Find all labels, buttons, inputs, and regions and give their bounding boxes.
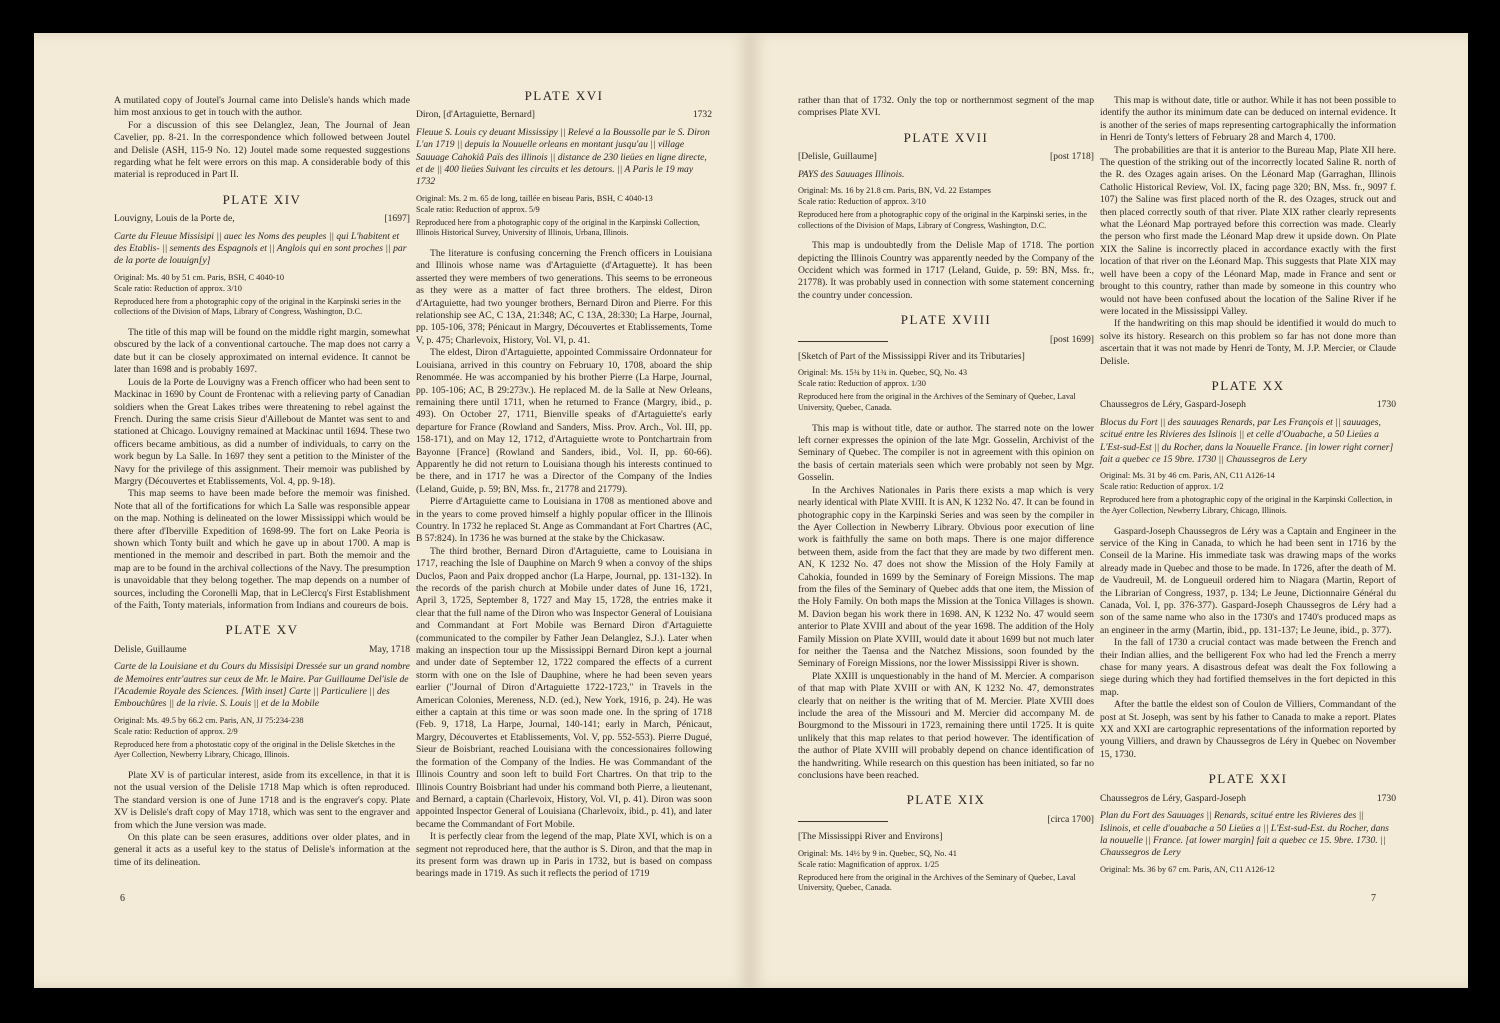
body-paragraph: If the handwriting on this map should be identified it would do much to solve its history. Research on this problem so far has not done more than ascertain that it was not made by Henri de Tonty, M. J.P. Mercier, or Claude Delisle. xyxy=(1100,318,1396,367)
plate-author: Chaussegros de Léry, Gaspard-Joseph xyxy=(1100,792,1246,804)
plate-heading: PLATE XIV xyxy=(222,191,302,207)
right-column-2 xyxy=(1100,95,1396,875)
body-paragraph: The third brother, Bernard Diron d'Artaguiette, came to Louisiana in 1717, reaching the Isle of Dauphine on March 9 when a convoy of the ships Duclos, Paon and Paix dropped anchor (La Harpe, Journal, pp. 131-132). In the records of the parish church at Mobile under dates of June 16, 1721, April 3, 1725, September 8, 1727 and May 15, 1728, the entries make it clear that the full name of the Diron who was Inspector General of Louisiana and Commandant at Fort Mobile was Bernard Diron d'Artaguiette (communicated to the compiler by Father Jean Delanglez, S.J.). Later when making an inspection tour up the Mississippi Bernard Diron kept a journal and under date of September 12, 1722 compared the effects of a current storm with one on the Isle of Dauphine, where he had been seven years earlier ("Journal of Diron d'Artaguiette 1722-1723," in Travels in the American Colonies, Mereness, N.D. (ed.), New York, 1916, p. 24). He was either a captain at this time or was soon made one. In the spring of 1718 (Feb. 9, 1718, La Harpe, Journal, 140-141; early in March, Pénicaut, Margry, Découvertes et Etablissements, Vol. V, pp. 552-553). Pierre Dugué, Sieur de Boisbriant, reached Louisiana with the concessionaires following the formation of the Company of the Indies. He was Commandant of the Illinois Country and soon left to build Fort Chartres. On that trip to the Illinois Country Boisbriant had under his command both Pierre, a lieutenant, and Bernard, a captain (Charlevoix, History, Vol. VI, p. 41). Diron was soon appointed Inspector General of Louisiana (Charlevoix, ibid., p. 41), and later became the Commandant of Fort Mobile. xyxy=(416,545,712,830)
left-column-1 xyxy=(114,95,410,869)
plate-author-line xyxy=(798,814,1094,826)
body-paragraph: The literature is confusing concerning the French officers in Louisiana and Illinois whose name was d'Artaguiette (d'Artaguette). It has been asserted they were members of two generations. This seems to be erroneous as they were as a matter of fact three brothers. The eldest, Diron d'Artaguiette, had two younger brothers, Bernard Diron and Pierre. For this relationship see AC, C 13A, 21:348; AC, C 13A, 28:330; La Harpe, Journal, pp. 105-106, 378; Pénicaut in Margry, Découvertes et Etablissements, Tome V, p. 475; Charlevoix, History, Vol. VI, p. 41. xyxy=(416,248,712,346)
plate-heading: PLATE XIX xyxy=(906,792,986,808)
scale-info: Scale ratio: Reduction of approx. 3/10 xyxy=(798,197,926,207)
reproduction-note: Reproduced here from the original in the Archives of the Seminary of Quebec, Laval University, Quebec, Canada. xyxy=(798,872,1076,893)
reproduction-note: Reproduced here from a photostatic copy of the original in the Delisle Sketches in the Ayer Collection, Newberry Library, Chicago, Illinois. xyxy=(114,739,396,760)
plate-heading: PLATE XXI xyxy=(1208,771,1288,787)
plate-date: 1732 xyxy=(692,109,712,121)
original-info: Original: Ms. 16 by 21.8 cm. Paris, BN, Vd. 22 Estampes xyxy=(798,186,991,196)
scale-info: Scale ratio: Reduction of approx. 5/9 xyxy=(416,204,540,214)
original-info: Original: Ms. 49.5 by 66.2 cm. Paris, AN, JJ 75:234-238 xyxy=(114,715,304,725)
body-paragraph: On this plate can be seen erasures, additions over older plates, and in general it acts as a useful key to the status of Delisle's information at the time of its delineation. xyxy=(114,832,410,868)
plate-date: [1697] xyxy=(384,213,410,225)
plate-author: Diron, [d'Artaguiette, Bernard] xyxy=(416,109,535,121)
original-info: Original: Ms. 36 by 67 cm. Paris, AN, C11 A126-12 xyxy=(1100,864,1275,874)
body-paragraph: After the battle the eldest son of Coulon de Villiers, Commandant of the post at St. Joseph, was sent by his father to Canada to make a report. Plates XX and XXI are cartographic representations of the information reported by young Villiers, and drawn by Chaussegros de Léry in Quebec on November 15, 1730. xyxy=(1100,699,1396,760)
author-blank-rule xyxy=(798,814,888,822)
body-paragraph: It is perfectly clear from the legend of the map, Plate XVI, which is on a segment not reproduced here, that the author is S. Diron, and that the map in its present form was drawn up in Paris in 1732, but is based on compass bearings made in 1719. As such it reflects the period of 1719 xyxy=(416,831,712,880)
author-blank-rule xyxy=(798,334,888,342)
plate-author: [Delisle, Guillaume] xyxy=(798,151,877,163)
original-info: Original: Ms. 14½ by 9 in. Quebec, SQ, No. 41 xyxy=(798,848,957,858)
plate-author-line xyxy=(1100,399,1396,411)
plate-author-line xyxy=(416,109,712,121)
body-paragraph: In the fall of 1730 a crucial contact was made between the French and their Indian allies, and the belligerent Fox who had led the French a merry chase for many years. A disastrous defeat was dealt the Fox following a siege during which they had fortified themselves in the fort depicted in this map. xyxy=(1100,637,1396,698)
scale-info: Scale ratio: Reduction of approx. 1/2 xyxy=(1100,482,1224,492)
map-title: Blocus du Fort || des sauuages Renards, par Les François et || sauuages, scitué entre les Rivieres des Islinois || et celle d'Ouabache, a 50 Lieües a L'Est-sud-Est || du Rocher, dans la Nouuelle France. [in lower right corner] fait a quebec ce 15 9bre. 1730 || Chaussegros de Lery xyxy=(1100,416,1394,465)
left-page xyxy=(34,33,750,988)
scale-info: Scale ratio: Reduction of approx. 3/10 xyxy=(114,283,242,293)
body-paragraph: The probabilities are that it is anterior to the Bureau Map, Plate XII here. The question of the striking out of the incorrectly located Saline R. north of the R. des Ozages again arises. On the Léonard Map (Garraghan, Illinois Catholic Historical Review, Vol. IX, facing page 320; BN, Mss. fr., 9097 f. 107) the Saline was first placed north of the R. des Ozages, struck out and then placed correctly south of that river. Plate XIX rather clearly represents what the Léonard Map portrayed before this correction was made. Clearly the person who first made the Léonard Map drew it upside down. On Plate XIX the Saline is incorrectly placed in accordance exactly with the first location of that river on the Léonard Map. This suggests that Plate XIX may well have been a copy of the Léonard Map, made in France and sent or brought to this country, rather than made by someone in this country who would not have been confused about the location of the Saline River if he were located in the Mississippi Valley. xyxy=(1100,144,1396,317)
map-title: Carte du Fleuue Missisipi || auec les Noms des peuples || qui L'habitent et des Etablis- || sements des Espagnols et || Anglois qui en sont proches || par de la porte de louuign[y] xyxy=(114,230,407,267)
scale-info: Scale ratio: Reduction of approx. 1/30 xyxy=(798,379,926,389)
intro-paragraph: For a discussion of this see Delanglez, Jean, The Journal of Jean Cavelier, pp. 8-21. In the correspondence which followed between Joutel and Delisle (ASH, 115-9 No. 12) Joutel made some requested suggestions regarding what he felt were errors on this map. A considerable body of this material is reproduced in Part II. xyxy=(114,119,410,181)
body-paragraph: This map seems to have been made before the memoir was finished. Note that all of the fortifications for which La Salle was responsible appear on the map. Nothing is delineated on the lower Mississippi which would be there after d'Iberville Expedition of 1698-99. The fort on Lake Peoria is shown which Tonty built and which he gave up in about 1700. A map is mentioned in the memoir and described in part. Both the memoir and the map are to be found in the archival collections of the Navy. The presumption is unavoidable that they belong together. The map depends on a number of sources, including the Coronelli Map, that in LeClercq's First Establishment of the Faith, Tonty materials, information from Indians and coureurs de bois. xyxy=(114,488,410,611)
plate-author-line xyxy=(114,644,410,656)
map-title: PAYS des Sauuages Illinois. xyxy=(798,168,905,180)
original-info: Original: Ms. 15¾ by 11¾ in. Quebec, SQ, No. 43 xyxy=(798,368,968,378)
body-paragraph: Plate XXIII is unquestionably in the hand of M. Mercier. A comparison of that map with Plate XVIII or with AN, K 1232 No. 47, demonstrates clearly that on neither is the writing that of M. Mercier. Plate XVIII does include the area of the Missouri and M. Mercier did accompany M. de Bourgmond to the Missouri in 1723, remaining there until 1725. It is quite unlikely that this map relates to that period however. The identification of the author of Plate XVIII will probably depend on chance identification of the handwriting. While research on this question has been initiated, so far no conclusions have been reached. xyxy=(798,670,1094,782)
plate-date: May, 1718 xyxy=(369,643,410,655)
plate-author-line xyxy=(798,151,1094,163)
map-title: [The Mississippi River and Environs] xyxy=(798,831,943,843)
plate-date: [circa 1700] xyxy=(1047,813,1094,825)
body-paragraph: Louis de la Porte de Louvigny was a French officer who had been sent to Mackinac in 1690 by Count de Frontenac with a relieving party of Canadian soldiers when the Great Lakes tribes were threatening to rebel against the French. During the same crisis Sieur d'Aillebout de Mantet was sent to and stationed at Chicago. Louvigny remained at Mackinac until 1694. These two officers became ambitious, as did a number of individuals, to carry on the work begun by La Salle. In 1697 they sent a petition to the Minister of the Navy for the privilege of this assignment. Their memoir was published by Margry (Découvertes et Etablissements, Vol. 4, pp. 9-18). xyxy=(114,376,410,487)
map-title: Carte de la Louisiane et du Cours du Missisipi Dressée sur un grand nombre de Memoires entr'autres sur ceux de Mr. le Maire. Par Guillaume Del'isle de l'Academie Royale des Sciences. [With inset] Carte || Particuliere || des Embouchûres || de la rivie. S. Louis || et de la Mobile xyxy=(114,661,410,710)
continuation-paragraph: rather than that of 1732. Only the top or northernmost segment of the map comprises Plate XVI. xyxy=(798,95,1094,119)
map-title: Plan du Fort des Sauuages || Renards, scitué entre les Rivieres des || Islinois, et celle d'ouabache a 50 Lieües a || L'Est-sud-Est. du Rocher, dans la nouuelle || France. [at lower margin] fait a quebec ce 15. 9bre. 1730. || Chaussegros de Lery xyxy=(1100,810,1389,859)
body-paragraph: Plate XV is of particular interest, aside from its excellence, in that it is not the usual version of the Delisle 1718 Map which is often reproduced. The standard version is one of June 1718 and is the engraver's copy. Plate XV is Delisle's draft copy of May 1718, which was sent to the engraver and from which the June version was made. xyxy=(114,770,410,831)
original-info: Original: Ms. 31 by 46 cm. Paris, AN, C11 A126-14 xyxy=(1100,471,1275,481)
plate-author-line xyxy=(1100,793,1396,805)
page-number: 6 xyxy=(120,893,125,904)
body-paragraph: The title of this map will be found on the middle right margin, somewhat obscured by the lack of a conventional cartouche. The map does not carry a date but it can be closely approximated on internal evidence. It cannot be later than 1698 and is probably 1697. xyxy=(114,327,410,376)
plate-heading: PLATE XVI xyxy=(524,90,604,103)
plate-author: Louvigny, Louis de la Porte de, xyxy=(114,213,235,225)
map-title: Fleuue S. Louis cy deuant Mississipy || Relevé a la Boussolle par le S. Diron L'an 1719 || depuis la Nouuelle orleans en montant jusqu'au || village Sauuage Cahokiâ Païs des illinois || distance de 230 lieües en ligne directe, et de || 400 lieües Suivant les circuits et les detours. || A Paris le 19 may 1732 xyxy=(416,126,710,188)
plate-author: Delisle, Guillaume xyxy=(114,643,187,655)
body-paragraph: In the Archives Nationales in Paris there exists a map which is very nearly identical with Plate XVIII. It is AN, K 1232 No. 47. It can be found in photographic copy in the Karpinski Series and was seen by the compiler in the Ayer Collection in Newberry Library. Obvious poor execution of line work is faithfully the same on both maps. There is one major difference between them, aside from the fact that they are made by two different men. AN, K 1232 No. 47 does not show the Mission of the Holy Family at Cahokia, founded in 1699 by the Seminary of Foreign Missions. The map from the files of the Seminary of Quebec adds that one item, the Mission of the Holy Family. On both maps the Mission at the Tonica Villages is shown. M. Davion began his work there in 1698. AN, K 1232 No. 47 would seem anterior to Plate XVIII and about of the year 1698. The addition of the Holy Family Mission on Plate XVIII, would date it about 1699 but not much later for neither the Taensa and the Natchez Missions, soon founded by the Seminary of Foreign Missions, nor the lower Mississippi River is shown. xyxy=(798,484,1094,670)
reproduction-note: Reproduced here from a photographic copy of the original in the Karpinski series, in the collections of the Division of Maps, Library of Congress, Washington, D.C. xyxy=(798,210,1087,230)
plate-author: Chaussegros de Léry, Gaspard-Joseph xyxy=(1100,399,1246,411)
right-column-1 xyxy=(798,95,1094,903)
left-column-2 xyxy=(416,90,712,881)
plate-heading: PLATE XV xyxy=(225,622,299,638)
plate-date: 1730 xyxy=(1376,399,1396,411)
scale-info: Scale ratio: Reduction of approx. 2/9 xyxy=(114,726,238,736)
plate-heading: PLATE XX xyxy=(1211,377,1285,393)
plate-date: [post 1699] xyxy=(1050,333,1094,345)
plate-date: [post 1718] xyxy=(1050,151,1094,163)
scale-info: Scale ratio: Magnification of approx. 1/25 xyxy=(798,859,939,869)
reproduction-note: Reproduced here from a photographic copy of the original in the Karpinski Collection, in the Ayer Collection, Newberry Library, Chicago, Illinois. xyxy=(1100,495,1393,515)
body-paragraph: This map is without title, date or author. The starred note on the lower left corner expresses the opinion of the late Mgr. Gosselin, Archivist of the Seminary of Quebec. The compiler is not in agreement with this opinion on the basis of certain materials seen which were probably not seen by Mgr. Gosselin. xyxy=(798,422,1094,484)
page-number: 7 xyxy=(1371,893,1376,904)
original-info: Original: Ms. 40 by 51 cm. Paris, BSH, C 4040-10 xyxy=(114,272,285,282)
reproduction-note: Reproduced here from the original in the Archives of the Seminary of Quebec, Laval University, Quebec, Canada. xyxy=(798,392,1076,413)
right-page xyxy=(750,33,1468,988)
map-title: [Sketch of Part of the Mississippi River and its Tributaries] xyxy=(798,351,1025,363)
body-paragraph: This map is without date, title or author. While it has not been possible to identify the author its minimum date can be deduced on internal evidence. It is another of the series of maps representing cartographically the information in Henri de Tonty's letters of February 28 and March 4, 1700. xyxy=(1100,95,1396,144)
plate-heading: PLATE XVII xyxy=(903,129,989,145)
plate-heading: PLATE XVIII xyxy=(900,312,992,328)
reproduction-note: Reproduced here from a photographic copy of the original in the Karpinski Collection, Illinois Historical Survey, University of Illinois, Urbana, Illinois. xyxy=(416,217,700,238)
plate-date: 1730 xyxy=(1376,792,1396,804)
body-paragraph: The eldest, Diron d'Artaguiette, appointed Commissaire Ordonnateur for Louisiana, arrived in this country on February 10, 1708, aboard the ship Renommée. He was accompanied by his brother Pierre (La Harpe, Journal, pp. 105-106; AC, B 29:273v.). He replaced M. de la Salle at New Orleans, remaining there until 1711, when he returned to France (Margry, ibid., p. 493). On October 27, 1711, Bienville speaks of d'Artaguiette's early departure for France (Rowland and Sanders, Miss. Prov. Arch., Vol. III, pp. 158-171), and on May 12, 1712, d'Artaguiette wrote to Pontchartrain from Bayonne [France] (Rowland and Sanders, ibid., Vol. II, pp. 60-66). Apparently he did not return to Louisiana though his interests continued to be there, and in 1717 he was a Director of the Company of the Indies (Leland, Guide, p. 59; BN, Mss. fr., 21778 and 21779). xyxy=(416,347,712,495)
original-info: Original: Ms. 2 m. 65 de long, taillée en biseau Paris, BSH, C 4040-13 xyxy=(416,193,653,203)
reproduction-note: Reproduced here from a photographic copy of the original in the Karpinski series in the collections of the Division of Maps, Library of Congress, Washington, D.C. xyxy=(114,296,401,317)
plate-author-line xyxy=(798,334,1094,346)
body-paragraph: Pierre d'Artaguiette came to Louisiana in 1708 as mentioned above and in the years to come proved himself a highly popular officer in the Illinois Country. In 1732 he replaced St. Ange as Commandant at Fort Chartres (AC, B 57:824). In 1736 he was burned at the stake by the Chickasaw. xyxy=(416,496,712,545)
body-paragraph: This map is undoubtedly from the Delisle Map of 1718. The portion depicting the Illinois Country was apparently needed by the Company of the Occident which was formed in 1717 (Leland, Guide, p. 59: BN, Mss. fr., 21778). It was probably used in connection with some statement concerning the country under concession. xyxy=(798,240,1094,301)
intro-paragraph: A mutilated copy of Joutel's Journal came into Delisle's hands which made him most anxious to get in touch with the author. xyxy=(114,95,410,119)
plate-author-line xyxy=(114,213,410,225)
body-paragraph: Gaspard-Joseph Chaussegros de Léry was a Captain and Engineer in the service of the King in Canada, to which he had been sent in 1716 by the Conseil de la Marine. His immediate task was drawing maps of the works already made in Quebec and those to be made. In 1726, after the death of M. de Vaudreuil, M. de Longueuil ordered him to Niagara (Martin, Report of the Librarian of Congress, 1937, p. 134; Le Jeune, Dictionnaire Général du Canada, Vol. I, pp. 376-377). Gaspard-Joseph Chaussegros de Léry had a son of the same name who also in the 1730's and 1740's produced maps as an engineer in the army (Martin, ibid., pp. 131-137; Le Jeune, ibid., p. 377). xyxy=(1100,525,1396,636)
